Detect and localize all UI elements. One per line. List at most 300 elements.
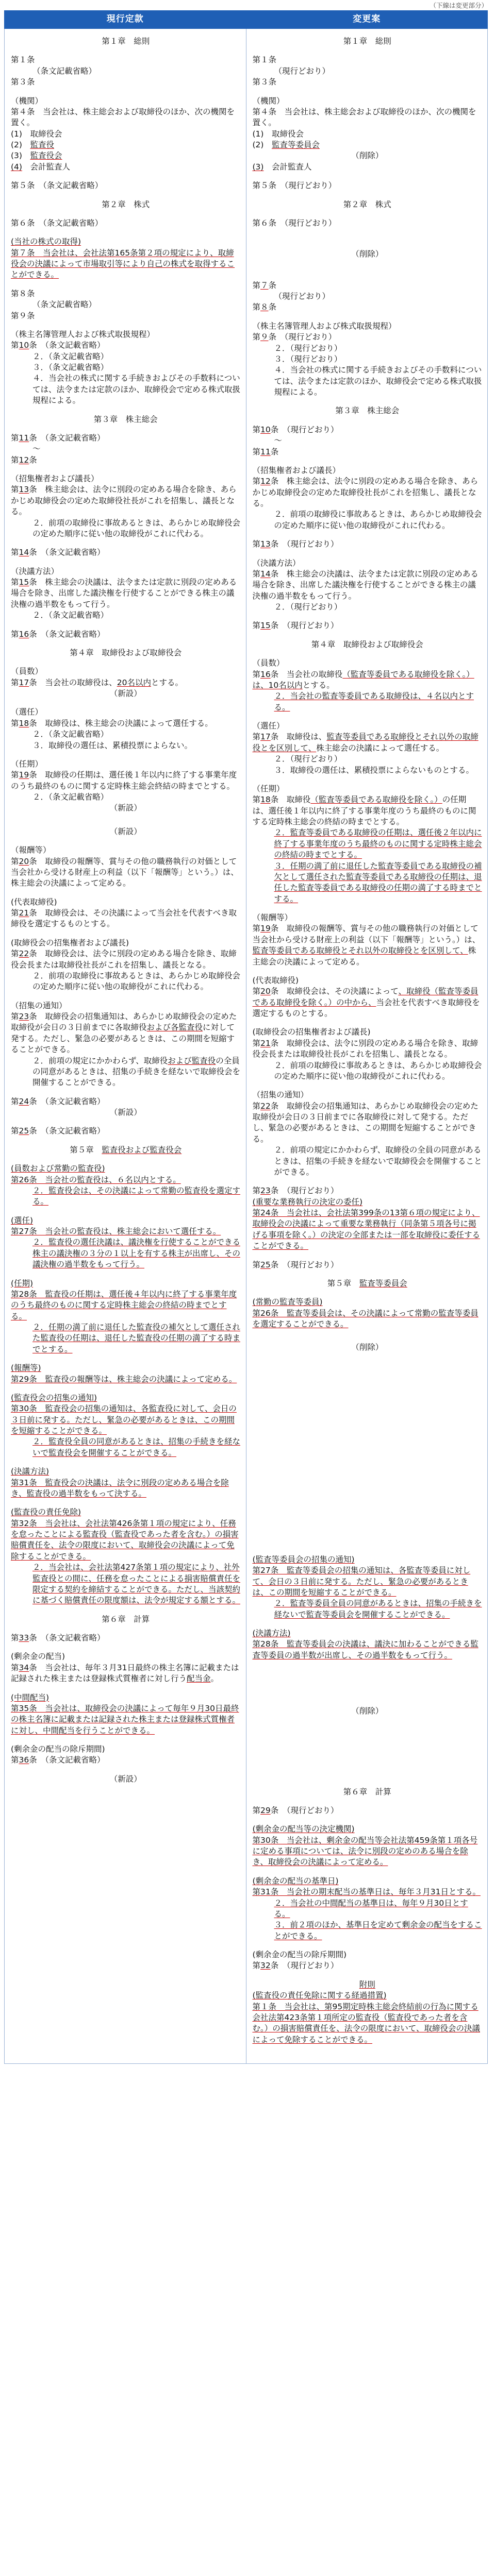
left-article-block	[11, 1278, 241, 1355]
changed-text: (常勤の監査等委員)	[252, 1297, 323, 1307]
article-caption	[253, 1297, 483, 1308]
note-text: （削除）	[351, 151, 384, 161]
changed-text: ３．前２項のほか、基準日を定めて剰余金の配当をすることができる。	[274, 1920, 482, 1941]
article-text: 第13条 株主総会は、法令に別段の定めある場合を除き、あらかじめ取締役会の定めた取締役社長がこれを招集し、議長となる。	[11, 485, 237, 517]
article-caption	[253, 1197, 483, 1208]
changed-text: 監査等委員である取締役とそれ以外の取締役とを区別して、	[252, 732, 478, 753]
right-article-block	[253, 55, 483, 88]
note-text: （削除）	[351, 249, 384, 259]
changed-text: 監査役	[30, 140, 54, 149]
article-caption: （招集の通知）	[252, 1090, 309, 1100]
article-text: 第32条 （現行どおり）	[252, 1961, 339, 1971]
article-caption: (代表取締役)	[252, 975, 299, 985]
changed-text: 11	[260, 447, 271, 456]
changed-text: 22	[260, 1101, 271, 1111]
article-text: 第14条 株主総会の決議は、法令または定款に別段の定めある場合を除き、出席した議決権を行使することができる株主の議決権の過半数をもって行う。	[252, 569, 478, 601]
article-caption	[11, 1363, 241, 1374]
article-text: 第21条 取締役会は、法令に別段の定めある場合を除き、取締役会長または取締役社長がこれを招集し、議長となる。	[252, 1038, 478, 1059]
changed-text: 23	[19, 1012, 29, 1021]
changed-text: 23	[260, 1186, 271, 1196]
article-text: 第23条 取締役会の招集通知は、あらかじめ取締役会の定めた取締役が会日の３日前までに各取締役および各監査役に対して発する。ただし、緊急の必要があるときは、この期間を短縮することができる。	[11, 1012, 237, 1055]
article-text: 第20条 取締役会は、その決議によって、取締役（監査等委員である取締役を除く。）の中から、当会社を代表すべき取締役を選定するものとする。	[252, 987, 480, 1018]
right-article-block	[253, 1554, 483, 1620]
article-caption: (取締役会の招集権者および議長)	[252, 1027, 371, 1037]
right-article-block	[253, 180, 483, 191]
left-article-block	[11, 180, 241, 191]
article-text	[253, 1208, 483, 1252]
article-text	[11, 1703, 241, 1736]
article-text: 第34条 当会社は、毎年３月31日最終の株主名簿に記載または記録された株主または登録株式質権者に対し行う配当金。	[11, 1663, 239, 1684]
article-text: 第10条 （現行どおり）	[252, 425, 339, 434]
article-text	[11, 1226, 241, 1237]
changed-text: 13	[260, 539, 271, 549]
right-article-block	[253, 1824, 483, 1868]
left-article-block	[11, 96, 241, 173]
article-caption: （決議方法）	[11, 566, 59, 576]
paragraph-text	[11, 1185, 241, 1208]
left-article-block	[11, 1363, 241, 1385]
spacer	[253, 1378, 483, 1391]
article-text: 第４条 当会社は、株主総会および取締役のほか、次の機関を置く。	[11, 107, 235, 128]
paragraph-text: ３．取締役の選任は、累積投票によらないものとする。	[274, 765, 474, 775]
right-article-block	[253, 1805, 483, 1816]
spacer	[253, 1423, 483, 1435]
article-text: 第15条 株主総会の決議は、法令または定款に別段の定めある場合を除き、出席した議決権を行使することができる株主の議決権の過半数をもって行う。	[11, 578, 237, 609]
article-text: 第６条 （条文記載省略）	[11, 218, 103, 228]
note-text: （新設）	[109, 1774, 142, 1784]
paragraph-text: ３．（現行どおり）	[274, 354, 342, 364]
changed-text: 附則	[359, 1979, 375, 1989]
article-text: 第１条	[11, 55, 35, 65]
changed-text: 25	[19, 1126, 29, 1136]
paragraph-text: ２．（条文記載省略）	[32, 730, 109, 739]
right-chapter-title: 第５章 監査等委員会	[327, 1278, 407, 1288]
changed-text: ３．任期の満了前に退任した監査等委員である取締役の補欠として選任された監査等委員である取締役の任期は、退任した監査等委員である取締役の任期の満了する時までとする。	[274, 861, 482, 904]
changed-text: ２．任期の満了前に退任した監査役の補欠として選任された監査役の任期は、退任した監査役の任期の満了する時までとする。	[32, 1323, 241, 1354]
spacer	[253, 1522, 483, 1534]
left-article-block	[11, 1163, 241, 1208]
spacer	[253, 1497, 483, 1510]
changed-text: 19	[19, 770, 29, 780]
changed-text: および各監査役	[146, 1023, 203, 1032]
changed-text: (中間配当)	[11, 1692, 50, 1702]
changed-text: ２．監査役全員の同意があるときは、招集の手続きを経ないで監査役会を開催することができる。	[32, 1437, 241, 1458]
left-article-block	[11, 666, 241, 699]
right-article-block	[253, 1669, 483, 1778]
changed-text: 14	[260, 569, 271, 579]
left-article-block	[11, 433, 241, 466]
article-caption: （株主名簿管理人および株式取扱規程）	[252, 321, 397, 331]
changed-text: ２．当会社は、会社法第427条第１項の規定により、社外監査役との間に、任務を怠ったことによる損害賠償責任を限定する契約を締結することができる。ただし、当該契約に基づく賠償責任の限度額は、法令が規定する額とする。	[32, 1563, 241, 1605]
right-article-block	[253, 1411, 483, 1547]
spacer	[253, 1460, 483, 1472]
item-text: (2) 監査等委員会	[252, 140, 320, 149]
spacer	[253, 1472, 483, 1485]
paragraph-text	[253, 691, 483, 713]
changed-text: (4)	[11, 162, 22, 172]
article-text: 第10条 （条文記載省略）	[11, 341, 105, 350]
right-article-block	[253, 1876, 483, 1942]
changed-text: （監査等委員である取締役を除く。）	[310, 795, 442, 805]
changed-text: 14	[19, 548, 29, 557]
changed-text: 、取締役（監査等委員である取締役を除く。）の中から、	[252, 987, 478, 1007]
changed-text: 17	[19, 677, 29, 687]
article-caption	[253, 1628, 483, 1639]
paragraph-text: ２．（条文記載省略）	[32, 351, 109, 361]
changed-text: 第７条 当会社は、会社法第165条第２項の規定により、取締役会の決議によって市場取引等により自己の株式を取得することができる。	[11, 248, 235, 280]
article-caption: （選任）	[252, 721, 285, 731]
article-text: 第５条 （条文記載省略）	[11, 181, 103, 191]
paragraph-text	[11, 1436, 241, 1459]
left-article-block	[11, 473, 241, 539]
changed-text: 15	[260, 621, 271, 631]
article-text: 第24条 （条文記載省略）	[11, 1096, 105, 1106]
changed-text: 監査等委員会	[359, 1278, 407, 1288]
right-article-block	[253, 784, 483, 905]
paragraph-text: ～	[32, 444, 41, 454]
changed-text: 10	[260, 425, 271, 434]
article-text: 第14条 （条文記載省略）	[11, 548, 105, 557]
left-article-block	[11, 897, 241, 930]
right-article-block	[253, 218, 483, 229]
right-chapter-title: 第６章 計算	[343, 1787, 391, 1797]
right-article-block	[253, 975, 483, 1020]
changed-text: (員数および常勤の監査役)	[11, 1164, 105, 1174]
changed-text: (選任)	[11, 1215, 34, 1225]
article-caption: （招集権者および議長）	[11, 474, 99, 483]
proposed-amendment-column	[246, 29, 488, 2064]
spacer	[253, 1435, 483, 1448]
spacer	[253, 1730, 483, 1742]
article-caption: （員数）	[252, 658, 285, 668]
changed-text: 33	[19, 1633, 29, 1642]
changed-text: 第30条 監査役会の招集の通知は、各監査役に対して、会日の３日前に発する。ただし、緊急の必要があるときは、この期間を短縮することができる。	[11, 1404, 237, 1435]
changed-text: (決議方法)	[252, 1629, 291, 1638]
left-article-block	[11, 1001, 241, 1089]
article-text	[253, 1565, 483, 1598]
changed-text: (剰余金の配当の基準日)	[252, 1876, 339, 1886]
paragraph-text: ４．当会社の株式に関する手続きおよびその手数料については、法令または定款のほか、取締役会で定める株式取扱規程による。	[274, 365, 482, 397]
right-article-block	[253, 1979, 483, 2045]
item-text: (1) 取締役会	[11, 129, 62, 139]
right-article-block	[253, 1260, 483, 1270]
changed-text: 20	[19, 856, 29, 866]
left-chapter-title: 第５章 監査役および監査役会	[70, 1145, 182, 1155]
changed-text: 第26条 当会社の監査役は、６名以内とする。	[11, 1175, 181, 1184]
article-text	[253, 1639, 483, 1661]
changed-text: (決議方法)	[11, 1467, 50, 1477]
article-caption	[11, 1215, 241, 1226]
article-text	[253, 1308, 483, 1330]
changed-text: 21	[19, 908, 29, 918]
article-text: 第19条 取締役の任期は、選任後１年以内に終了する事業年度のうち最終のものに関する定時株主総会終結の時までとする。	[11, 770, 237, 791]
spacer	[253, 260, 483, 273]
article-text: 第21条 取締役会は、その決議によって当会社を代表すべき取締役を選定するものとする。	[11, 908, 237, 929]
left-article-block	[11, 1692, 241, 1737]
article-text	[11, 1374, 241, 1385]
spacer	[253, 236, 483, 249]
changed-text: 第28条 監査役の任期は、選任後４年以内に終了する事業年度のうち最終のものに関する定時株主総会の終結の時までとする。	[11, 1289, 237, 1321]
article-caption: (取締役会の招集権者および議長)	[11, 938, 129, 947]
article-caption: (剰余金の配当の除斥期間)	[11, 1744, 105, 1754]
changed-text: ２．監査役会は、その決議によって常勤の監査役を選定する。	[32, 1185, 241, 1207]
article-caption	[11, 1393, 241, 1403]
right-article-block	[253, 465, 483, 531]
article-text	[11, 1518, 241, 1563]
article-text	[11, 1403, 241, 1436]
article-text: 第９条	[11, 311, 35, 320]
article-text: 第13条 （現行どおり）	[252, 539, 339, 549]
article-caption: （報酬等）	[11, 845, 51, 855]
left-article-block	[11, 1744, 241, 1766]
changed-text: ２．監査役の選任決議は、議決権を行使することができる株主の議決権の３分の１以上を有する株主が出席し、その議決権の過半数をもって行う。	[32, 1238, 241, 1269]
article-text	[11, 1289, 241, 1322]
changed-text: 25	[260, 1260, 271, 1269]
left-article-block	[11, 1096, 241, 1118]
paragraph-text: ２．前項の規定にかかわらず、取締役および監査役の全員の同意があるときは、招集の手続きを経ないで取締役会を開催することができる。	[32, 1056, 241, 1088]
paragraph-text: ２．（現行どおり）	[274, 343, 342, 353]
paragraph-text: ２．（現行どおり）	[274, 602, 342, 612]
changed-text: 20	[260, 987, 271, 996]
changed-text: 第31条 監査役会の決議は、法令に別段の定めある場合を除き、監査役の過半数をもって決する。	[11, 1478, 229, 1498]
changed-text: 32	[260, 1961, 271, 1971]
changed-text: 21	[260, 1038, 271, 1048]
paragraph-text: ２．前項の取締役に事故あるときは、あらかじめ取締役会の定めた順序に従い他の取締役がこれに代わる。	[274, 1060, 482, 1081]
changed-text: 18	[260, 795, 271, 805]
note-text: （削除）	[351, 1706, 384, 1716]
article-caption	[253, 1876, 483, 1887]
changed-text: 第32条 当会社は、会社法第426条第１項の規定により、任務を怠ったことによる監査役（監査役であった者を含む。）の損害賠償責任を、法令の限度において、取締役会の決議によって免除することができる。	[11, 1518, 239, 1561]
changed-text: 第28条 監査等委員会の決議は、議決に加わることができる監査等委員の過半数が出席し、その過半数をもって行う。	[252, 1639, 478, 1660]
article-text: 第７条	[252, 280, 277, 290]
left-chapter-title: 第１章 総則	[102, 37, 150, 46]
article-caption	[253, 1554, 483, 1565]
left-article-block	[11, 1774, 241, 1785]
changed-text: 第27条 監査等委員会の招集の通知は、各監査等委員に対して、会日の３日前に発する。ただし、緊急の必要があるときは、この期間を短縮することができる。	[252, 1566, 471, 1597]
spacer	[253, 1366, 483, 1378]
left-article-block	[11, 55, 241, 88]
note-text	[253, 1979, 483, 1990]
left-article-block	[11, 938, 241, 993]
spacer	[253, 1669, 483, 1681]
article-text: 第23条 （現行どおり）	[252, 1186, 339, 1196]
article-text: 第８条	[252, 302, 277, 312]
changed-text: 20名以内	[117, 677, 151, 687]
article-text: 第４条 当会社は、株主総会および取締役のほか、次の機関を置く。	[252, 107, 476, 128]
paragraph-text: ４．当会社の株式に関する手続きおよびその手数料については、法令または定款のほか、取締役会で定める株式取扱規程による。	[32, 374, 241, 405]
spacer	[253, 1391, 483, 1403]
paragraph-text: ３．取締役の選任は、累積投票によらない。	[32, 740, 193, 750]
right-chapter-title: 第１章 総則	[343, 37, 391, 46]
spacer	[253, 1717, 483, 1730]
spacer	[253, 1485, 483, 1497]
article-caption: （任期）	[252, 784, 285, 793]
comparison-table	[4, 10, 488, 2064]
changed-text: (報酬等)	[11, 1363, 41, 1373]
article-text: 第36条 （条文記載省略）	[11, 1755, 105, 1765]
article-text: 第29条 （現行どおり）	[252, 1805, 339, 1815]
changed-text: (当社の株式の取得)	[11, 237, 81, 247]
right-article-block	[253, 539, 483, 550]
right-article-block	[253, 912, 483, 968]
changed-text: （監査等委員である取締役を除く。）は、10名以内	[252, 669, 474, 690]
left-article-block	[11, 1633, 241, 1643]
article-text: 第22条 取締役会は、法令に別段の定めある場合を除き、取締役会長または取締役社長がこれを招集し、議長となる。	[11, 949, 237, 970]
right-article-block	[253, 1950, 483, 1972]
changed-text: 18	[19, 718, 29, 728]
note-text: （新設）	[109, 689, 142, 698]
item-text: (2) 監査役	[11, 140, 54, 149]
spacer	[253, 1754, 483, 1767]
article-caption	[11, 236, 241, 247]
spacer	[253, 1448, 483, 1460]
changed-text: 11	[19, 433, 29, 443]
left-article-block	[11, 236, 241, 281]
left-article-block	[11, 218, 241, 229]
left-chapter-title: 第４章 取締役および取締役会	[70, 648, 182, 657]
changed-text: 12	[19, 455, 29, 465]
left-article-block	[11, 1126, 241, 1137]
left-chapter-title: 第６章 計算	[102, 1614, 150, 1624]
article-caption: (剰余金の配当の除斥期間)	[252, 1950, 347, 1959]
left-article-block	[11, 759, 241, 837]
left-article-block	[11, 547, 241, 558]
article-text: 第15条 （現行どおり）	[252, 621, 339, 631]
article-caption: （招集権者および議長）	[252, 465, 341, 475]
article-text: 第19条 取締役の報酬等、賞与その他の職務執行の対価として当会社から受ける財産上の利益（以下「報酬等」という。）は、監査等委員である取締役とそれ以外の取締役とを区別して、株主総会の決議によって定める。	[252, 924, 481, 967]
changed-text: 15	[19, 578, 29, 587]
article-caption: （任期）	[11, 759, 43, 769]
article-text: 第11条 （条文記載省略）	[11, 433, 105, 443]
paragraph-text	[253, 1920, 483, 1942]
article-text: 第３条	[11, 77, 35, 87]
right-article-block	[253, 1628, 483, 1661]
article-caption: （員数）	[11, 667, 43, 676]
article-caption: (剰余金の配当)	[11, 1652, 65, 1662]
spacer	[253, 1510, 483, 1522]
changed-text: (監査等委員会の招集の通知)	[252, 1554, 355, 1564]
right-article-block	[253, 1185, 483, 1251]
article-text: 第22条 取締役会の招集通知は、あらかじめ取締役会の定めた取締役が会日の３日前までに各取締役に対して発する。ただし、緊急の必要があるときは、この期間を短縮することができる。	[252, 1101, 478, 1144]
paragraph-text: ２．（条文記載省略）	[32, 611, 109, 620]
article-text: 第17条 当会社の取締役は、20名以内とする。	[11, 677, 184, 687]
changed-text: 24	[19, 1096, 29, 1106]
article-text: 第25条 （条文記載省略）	[11, 1126, 105, 1136]
right-chapter-title: 第４章 取締役および取締役会	[311, 639, 423, 649]
right-chapter-title: 第２章 株式	[343, 199, 391, 209]
article-caption: （招集の通知）	[11, 1001, 67, 1010]
changed-text: ２．当会社の中間配当の基準日は、毎年９月30日とする。	[274, 1898, 468, 1919]
left-chapter-title: 第２章 株式	[102, 199, 150, 209]
article-caption	[11, 1278, 241, 1289]
changed-text: および監査役	[168, 1056, 216, 1065]
article-text: 第12条	[11, 455, 37, 465]
changed-text: 29	[260, 1805, 271, 1815]
article-caption: （機関）	[11, 96, 43, 106]
paragraph-text: ２．前項の取締役に事故あるときは、あらかじめ取締役会の定めた順序に従い他の取締役がこれに代わる。	[32, 971, 241, 992]
article-text	[11, 1478, 241, 1500]
changed-text: ２．監査等委員である取締役の任期は、選任後２年以内に終了する事業年度のうち最終のものに関する定時株主総会の終結の時までとする。	[274, 828, 482, 860]
underline-note: （下線は変更部分）	[430, 2, 488, 9]
changed-text: ８	[260, 302, 269, 312]
article-caption: (代表取締役)	[11, 897, 57, 907]
note-text: （新設）	[109, 826, 142, 836]
article-caption	[11, 1466, 241, 1477]
item-text: (4) 会計監査人	[11, 162, 70, 172]
paragraph-text	[11, 1322, 241, 1355]
article-text	[11, 248, 241, 281]
article-caption: （決議方法）	[252, 558, 301, 568]
changed-text: 12	[260, 477, 271, 486]
header-proposed-amendment: 変更案	[246, 11, 488, 29]
changed-text: (3)	[252, 162, 264, 172]
article-caption: （選任）	[11, 707, 43, 717]
changed-text: 34	[19, 1663, 29, 1672]
left-article-block	[11, 629, 241, 640]
right-article-block	[253, 1090, 483, 1178]
left-article-block	[11, 289, 241, 321]
right-article-block	[253, 280, 483, 313]
changed-text: 監査役および監査役会	[102, 1145, 182, 1155]
changed-text: ９	[260, 332, 269, 342]
right-article-block	[253, 1027, 483, 1082]
article-text: 第６条 （現行どおり）	[252, 218, 337, 228]
paragraph-text	[253, 827, 483, 860]
spacer	[11, 814, 241, 826]
changed-text: 配当金	[187, 1674, 211, 1684]
article-text: 第５条 （現行どおり）	[252, 181, 337, 191]
paragraph-text: （条文記載省略）	[32, 300, 97, 310]
article-text: 第25条 （現行どおり）	[252, 1260, 339, 1269]
right-article-block	[253, 1297, 483, 1403]
changed-text: (監査役会の招集の通知)	[11, 1393, 97, 1402]
paragraph-text: ２．（条文記載省略）	[32, 792, 109, 802]
article-caption: （機関）	[252, 96, 285, 106]
changed-text: ２．監査等委員全員の同意があるときは、招集の手続きを経ないで監査等委員会を開催することができる。	[274, 1599, 482, 1619]
article-caption	[11, 1163, 241, 1174]
changed-text: 19	[260, 924, 271, 934]
left-article-block	[11, 1651, 241, 1684]
changed-text: (監査役の責任免除に関する経過措置)	[252, 1991, 387, 2001]
left-article-block	[11, 707, 241, 751]
right-article-block	[253, 425, 483, 457]
left-article-block	[11, 845, 241, 889]
article-text: 第12条 株主総会は、法令に別段の定めある場合を除き、あらかじめ取締役会の定めた取締役社長がこれを招集し、議長となる。	[252, 477, 478, 508]
article-text: 第11条	[252, 447, 279, 456]
changed-text: 17	[260, 732, 271, 742]
left-chapter-title: 第３章 株主総会	[93, 414, 158, 424]
changed-text: (監査役の責任免除)	[11, 1507, 81, 1517]
article-text: 第９条 （現行どおり）	[252, 332, 337, 342]
paragraph-text: ２．前項の取締役に事故あるときは、あらかじめ取締役会の定めた順序に従い他の取締役がこれに代わる。	[32, 518, 241, 538]
spacer	[253, 1411, 483, 1423]
item-text: (3) 監査役会	[11, 151, 62, 161]
header-current-articles: 現行定款	[5, 11, 246, 29]
article-text	[253, 2002, 483, 2046]
right-chapter-title: 第３章 株主総会	[335, 406, 400, 416]
spacer	[253, 1767, 483, 1779]
spacer	[253, 1330, 483, 1342]
left-article-block	[11, 329, 241, 406]
article-text	[253, 1887, 483, 1897]
paragraph-text	[253, 1598, 483, 1620]
item-text: (3) 会計監査人	[252, 162, 312, 172]
note-text: （新設）	[109, 803, 142, 813]
changed-text: 16	[260, 669, 271, 679]
paragraph-text	[253, 1898, 483, 1920]
changed-text: 16	[19, 629, 29, 639]
changed-text: 10	[19, 341, 29, 350]
